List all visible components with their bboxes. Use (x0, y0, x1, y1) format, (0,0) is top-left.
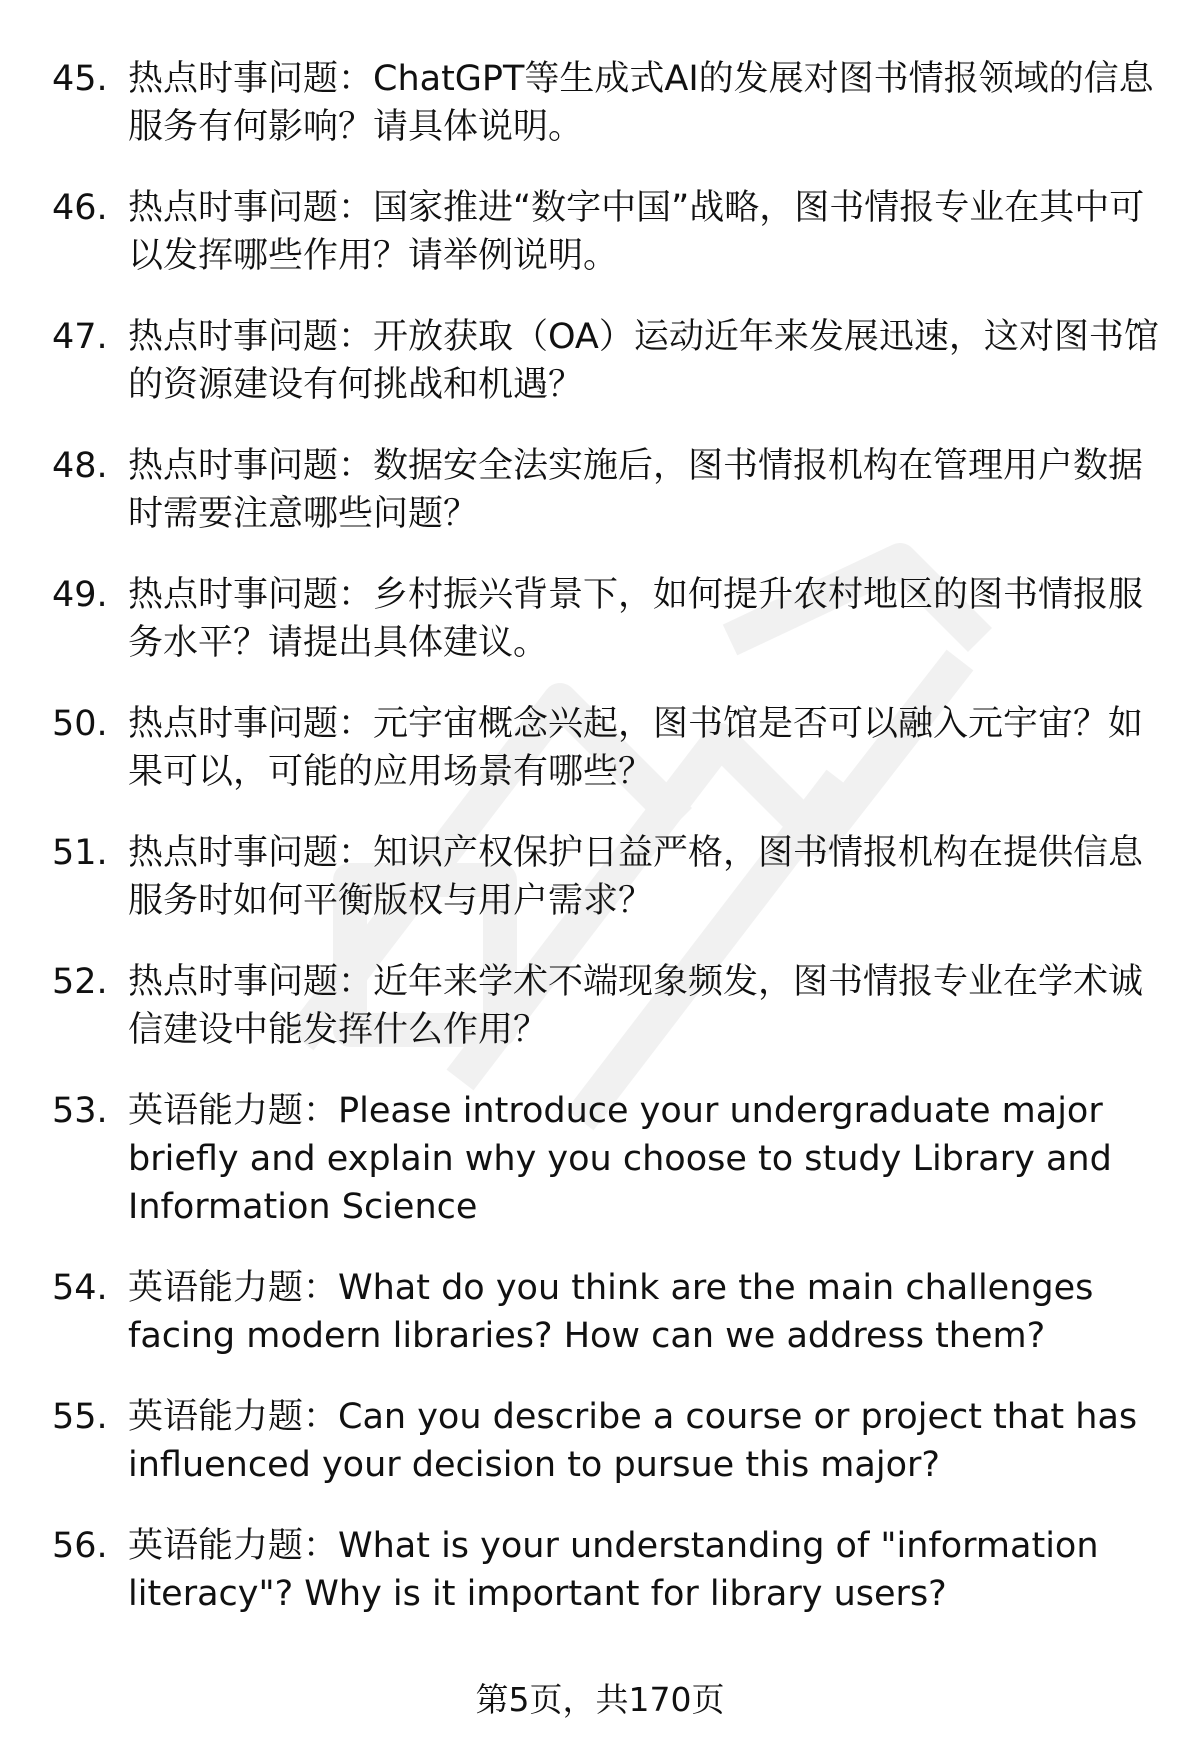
list-item (0, 1264, 1200, 1360)
list-item (0, 184, 1200, 280)
item-number: 52. (52, 962, 108, 1002)
item-number: 55. (52, 1397, 108, 1437)
list-item (0, 700, 1200, 796)
item-text: 英语能力题：What is your understanding of "information literacy"? Why is it important for library users? (128, 1526, 1099, 1614)
item-text: 热点时事问题：开放获取（OA）运动近年来发展迅速，这对图书馆的资源建设有何挑战和机遇？ (128, 317, 1159, 405)
item-number: 51. (52, 833, 108, 873)
item-number: 53. (52, 1091, 108, 1131)
list-item (0, 829, 1200, 925)
item-text: 英语能力题：Please introduce your undergraduate major briefly and explain why you choose to study Library and Information Science (128, 1091, 1112, 1227)
item-text: 英语能力题：Can you describe a course or project that has influenced your decision to pursue this major? (128, 1397, 1138, 1485)
list-item (0, 958, 1200, 1054)
item-text: 热点时事问题：乡村振兴背景下，如何提升农村地区的图书情报服务水平？请提出具体建议。 (128, 575, 1144, 663)
item-text: 热点时事问题：近年来学术不端现象频发，图书情报专业在学术诚信建设中能发挥什么作用？ (128, 962, 1144, 1050)
list-item (0, 313, 1200, 409)
item-number: 49. (52, 575, 108, 615)
item-text: 英语能力题：What do you think are the main challenges facing modern libraries? How can we address them? (128, 1268, 1094, 1356)
item-text: 热点时事问题：国家推进“数字中国”战略，图书情报专业在其中可以发挥哪些作用？请举例说明。 (128, 188, 1145, 276)
item-text: 热点时事问题：知识产权保护日益严格，图书情报机构在提供信息服务时如何平衡版权与用户需求？ (128, 833, 1144, 921)
page-number: 第5页，共170页 (475, 1680, 725, 1719)
list-item (0, 55, 1200, 151)
item-number: 56. (52, 1526, 108, 1566)
item-number: 46. (52, 188, 108, 228)
list-item (0, 1087, 1200, 1231)
list-item (0, 1522, 1200, 1618)
item-number: 48. (52, 446, 108, 486)
item-text: 热点时事问题：数据安全法实施后，图书情报机构在管理用户数据时需要注意哪些问题？ (128, 446, 1144, 534)
question-list (0, 55, 1200, 1651)
list-item (0, 1393, 1200, 1489)
item-number: 50. (52, 704, 108, 744)
list-item (0, 571, 1200, 667)
list-item (0, 442, 1200, 538)
item-number: 54. (52, 1268, 108, 1308)
item-number: 47. (52, 317, 108, 357)
item-number: 45. (52, 59, 108, 99)
item-text: 热点时事问题：元宇宙概念兴起，图书馆是否可以融入元宇宙？如果可以，可能的应用场景有哪些？ (128, 704, 1144, 792)
item-text: 热点时事问题：ChatGPT等生成式AI的发展对图书情报领域的信息服务有何影响？请具体说明。 (128, 59, 1154, 147)
